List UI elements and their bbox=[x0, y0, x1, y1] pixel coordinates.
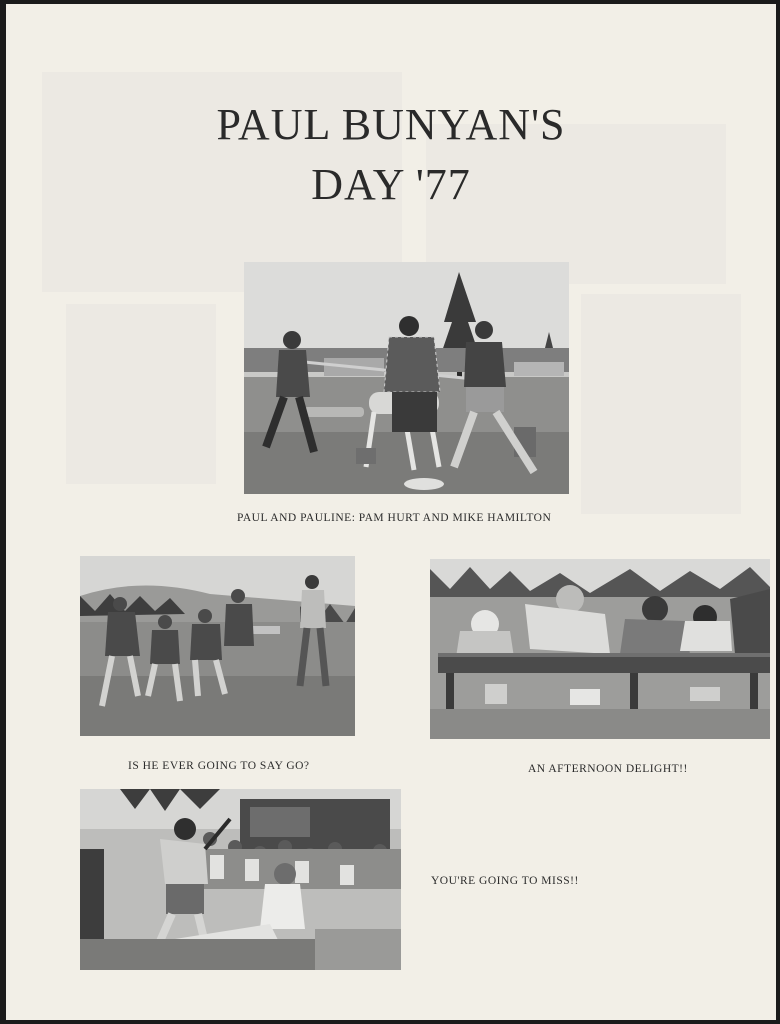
show-through-block bbox=[581, 294, 741, 514]
caption-race-start: IS HE EVER GOING TO SAY GO? bbox=[128, 760, 310, 772]
page-title bbox=[6, 95, 776, 215]
title-line-1: PAUL BUNYAN'S bbox=[216, 100, 566, 150]
photo-sawing-image bbox=[244, 262, 569, 494]
caption-pie-eating: AN AFTERNOON DELIGHT!! bbox=[528, 763, 688, 775]
show-through-block bbox=[66, 304, 216, 484]
yearbook-page bbox=[6, 4, 776, 1020]
photo-sawing bbox=[244, 262, 569, 494]
photo-crowd-image bbox=[80, 789, 401, 970]
caption-crowd: YOU'RE GOING TO MISS!! bbox=[431, 875, 579, 887]
photo-pie-eating-image bbox=[430, 559, 770, 739]
photo-race-start-image bbox=[80, 556, 355, 736]
photo-pie-eating bbox=[430, 559, 770, 739]
title-line-2: DAY '77 bbox=[311, 160, 471, 210]
caption-sawing: PAUL AND PAULINE: PAM HURT AND MIKE HAMILTON bbox=[237, 512, 552, 524]
photo-crowd bbox=[80, 789, 401, 970]
photo-race-start bbox=[80, 556, 355, 736]
